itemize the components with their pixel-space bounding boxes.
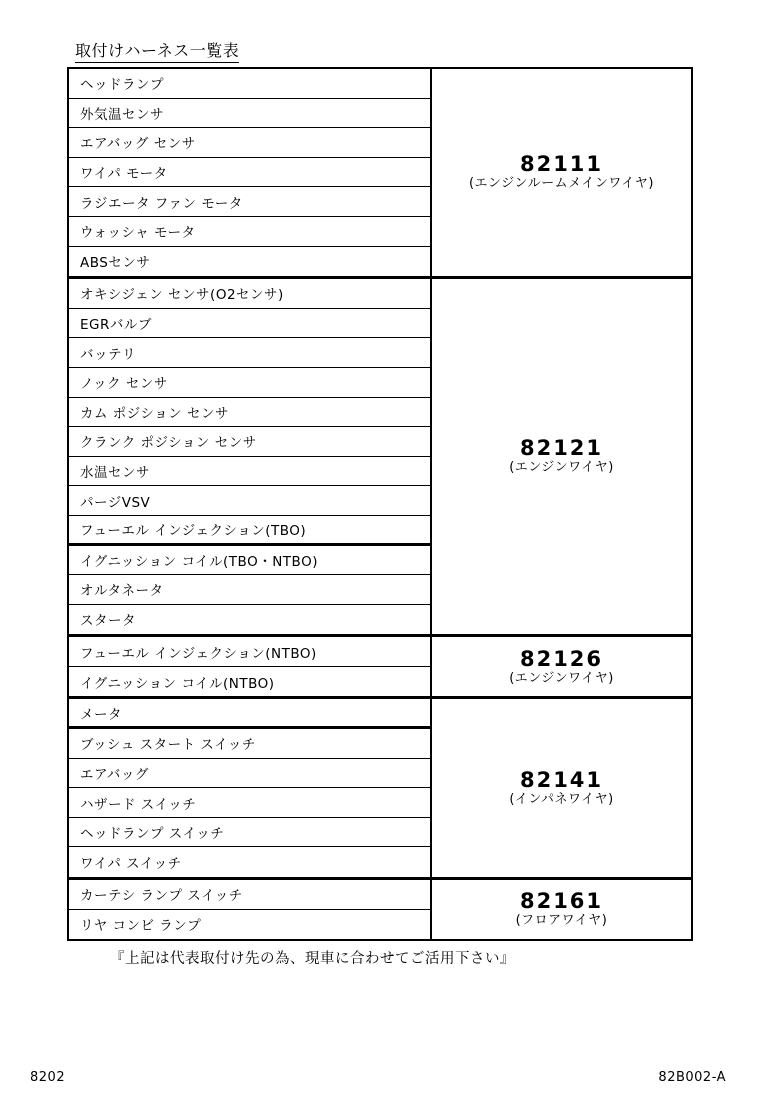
harness-group: [69, 69, 691, 279]
component-label: ラジエータ ファン モータ: [80, 195, 243, 212]
table-row: [69, 338, 430, 368]
table-row: [69, 788, 430, 818]
harness-group: [69, 637, 691, 699]
page-title: 取付けハーネス一覧表: [75, 38, 239, 63]
table-row: [69, 910, 430, 940]
document-code: 82B002-A: [658, 1070, 726, 1085]
component-label: 水温センサ: [80, 465, 150, 482]
table-row: [69, 486, 430, 516]
component-label: 外気温センサ: [80, 106, 164, 123]
table-row: [69, 880, 430, 910]
part-number: 82161: [519, 889, 604, 914]
harness-name: (エンジンワイヤ): [509, 460, 614, 476]
harness-group: [69, 699, 691, 880]
component-label: ウォッシャ モータ: [80, 225, 196, 242]
table-row: [69, 575, 430, 605]
component-label: カーテシ ランプ スイッチ: [80, 888, 243, 905]
harness-name: (エンジンワイヤ): [509, 670, 614, 686]
table-row: [69, 398, 430, 428]
component-label: ノック センサ: [80, 376, 168, 393]
footer-note: 『上記は代表取付け先の為、現車に合わせてご活用下さい』: [110, 951, 515, 967]
table-row: [69, 158, 430, 188]
component-label: イグニッション コイル(NTBO): [80, 675, 275, 692]
component-label: リヤ コンビ ランプ: [80, 918, 202, 935]
component-label: ヘッドランプ: [80, 77, 164, 94]
component-label: スタータ: [80, 613, 136, 630]
table-row: [69, 759, 430, 789]
component-label: ABSセンサ: [80, 255, 151, 272]
component-label: ワイパ スイッチ: [80, 856, 182, 873]
table-row: [69, 546, 430, 576]
table-row: [69, 667, 430, 697]
component-label: オルタネータ: [80, 583, 164, 600]
table-row: [69, 457, 430, 487]
table-row: [69, 279, 430, 309]
table-row: [69, 247, 430, 277]
table-row: [69, 69, 430, 99]
table-row: [69, 427, 430, 457]
table-row: [69, 309, 430, 339]
component-list: [69, 699, 430, 877]
component-label: エアバッグ センサ: [80, 136, 196, 153]
component-label: オキシジェン センサ(O2センサ): [80, 287, 284, 304]
table-row: [69, 729, 430, 759]
table-row: [69, 187, 430, 217]
harness-table: [67, 67, 693, 941]
harness-name: (インパネワイヤ): [509, 792, 614, 807]
component-list: [69, 637, 430, 696]
component-label: フューエル インジェクション(TBO): [80, 523, 307, 540]
part-number: 82141: [519, 767, 604, 792]
harness-cell: [430, 880, 691, 939]
component-label: エアバッグ: [80, 766, 149, 783]
component-label: パージVSV: [80, 494, 151, 511]
component-label: EGRバルブ: [80, 317, 152, 334]
harness-cell: [430, 279, 691, 634]
part-number: 82121: [519, 436, 604, 461]
page-number: 8202: [30, 1070, 66, 1085]
component-list: [69, 69, 430, 276]
component-label: フューエル インジェクション(NTBO): [80, 645, 317, 662]
component-label: カム ポジション センサ: [80, 405, 229, 422]
table-row: [69, 368, 430, 398]
component-list: [69, 880, 430, 939]
component-label: ブッシュ スタート スイッチ: [80, 737, 256, 754]
harness-cell: [430, 69, 691, 276]
table-row: [69, 99, 430, 129]
part-number: 82111: [519, 152, 604, 177]
component-label: イグニッション コイル(TBO・NTBO): [80, 553, 318, 570]
harness-name: (エンジンルームメインワイヤ): [468, 176, 655, 192]
table-row: [69, 818, 430, 848]
component-label: ヘッドランプ スイッチ: [80, 826, 225, 843]
component-label: クランク ポジション センサ: [80, 435, 257, 452]
table-row: [69, 847, 430, 877]
component-label: ハザード スイッチ: [80, 796, 197, 813]
table-row: [69, 699, 430, 729]
part-number: 82126: [519, 646, 604, 671]
table-row: [69, 637, 430, 667]
table-row: [69, 217, 430, 247]
harness-name: (フロアワイヤ): [515, 913, 608, 929]
table-row: [69, 605, 430, 635]
table-row: [69, 516, 430, 546]
harness-cell: [430, 699, 691, 877]
component-label: メータ: [80, 706, 122, 723]
table-row: [69, 128, 430, 158]
component-label: ワイパ モータ: [80, 166, 168, 183]
component-list: [69, 279, 430, 634]
harness-cell: [430, 637, 691, 696]
harness-group: [69, 279, 691, 637]
harness-group: [69, 880, 691, 939]
component-label: バッテリ: [80, 346, 136, 363]
